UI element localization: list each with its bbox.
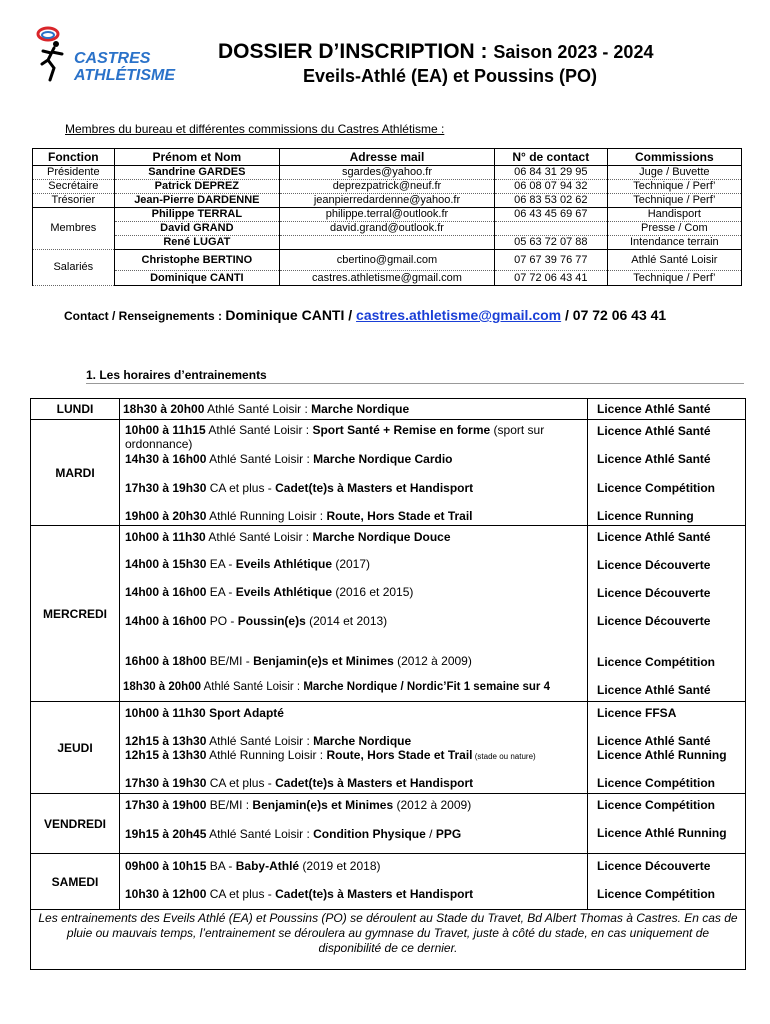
activity-line: 09h00 à 10h15 BA - Baby-Athlé (2019 et 2018) <box>125 859 381 873</box>
activity-line: 16h00 à 18h00 BE/MI - Benjamin(e)s et Minimes (2012 à 2009) <box>125 654 472 668</box>
club-logo <box>30 24 190 94</box>
runner-logo-icon <box>32 24 76 88</box>
page-title <box>218 40 653 64</box>
bureau-table <box>32 148 742 286</box>
email-cell: castres.athletisme@gmail.com <box>280 271 495 286</box>
licence-label: Licence Compétition <box>597 655 716 669</box>
phone-cell: 07 72 06 43 41 <box>494 271 607 286</box>
licence-label: Licence Découverte <box>597 859 711 873</box>
commission-cell: Technique / Perf’ <box>607 271 741 286</box>
activity-line: 12h15 à 13h30 Athlé Running Loisir : Route, Hors Stade et Trail (stade ou nature) <box>125 748 536 762</box>
section-title: 1. Les horaires d’entrainements <box>86 368 267 382</box>
name-cell: Christophe BERTINO <box>114 250 279 271</box>
commission-cell: Technique / Perf’ <box>607 194 741 208</box>
licence-label: Licence Athlé Santé <box>597 452 711 466</box>
activity-line: 18h30 à 20h00 Athlé Santé Loisir : Marche Nordique / Nordic’Fit 1 semaine sur 4 <box>123 681 550 693</box>
activity-line: 14h30 à 16h00 Athlé Santé Loisir : Marche Nordique Cardio <box>125 452 453 466</box>
email-cell: cbertino@gmail.com <box>280 250 495 271</box>
email-cell: sgardes@yahoo.fr <box>280 166 495 180</box>
table-row <box>33 250 742 271</box>
commission-cell: Athlé Santé Loisir <box>607 250 741 271</box>
fonction-cell: Salariés <box>33 250 115 286</box>
table-row <box>33 194 742 208</box>
activity-line: 17h30 à 19h30 CA et plus - Cadet(te)s à Masters et Handisport <box>125 481 474 495</box>
activities-vendredi <box>119 794 588 854</box>
fonction-cell: Présidente <box>33 166 115 180</box>
name-cell: Dominique CANTI <box>114 271 279 286</box>
day-vendredi: VENDREDI <box>31 794 120 854</box>
activity-line: 10h00 à 11h15 Athlé Santé Loisir : Sport Santé + Remise en forme (sport sur ordonnance) <box>125 423 545 451</box>
licences-mardi <box>587 420 745 526</box>
phone-cell: 07 67 39 76 77 <box>494 250 607 271</box>
licence-label: Licence FFSA <box>597 706 677 720</box>
activities-mercredi <box>119 526 588 702</box>
activity-line: 19h15 à 20h45 Athlé Santé Loisir : Condition Physique / PPG <box>125 827 462 841</box>
activity-line: 19h00 à 20h30 Athlé Running Loisir : Route, Hors Stade et Trail <box>125 509 473 523</box>
phone-cell: 05 63 72 07 88 <box>494 236 607 250</box>
schedule-table <box>30 398 746 970</box>
licence-label: Licence Compétition <box>597 798 716 812</box>
logo-line-1: CASTRES <box>74 50 151 67</box>
phone-cell <box>494 222 607 236</box>
fonction-cell: Secrétaire <box>33 180 115 194</box>
contact-email-link[interactable]: castres.athletisme@gmail.com <box>356 307 562 323</box>
contact-separator: / <box>344 307 357 323</box>
table-row <box>33 208 742 222</box>
commission-cell: Presse / Com <box>607 222 741 236</box>
licence-label: Licence Compétition <box>597 887 716 901</box>
day-mardi: MARDI <box>31 420 120 526</box>
licence-label: Licence Athlé Santé <box>597 424 711 438</box>
contact-label: Contact / Renseignements : <box>64 309 226 323</box>
activity-line: 10h00 à 11h30 Athlé Santé Loisir : Marche Nordique Douce <box>125 530 451 544</box>
licence-label: Licence Athlé Santé <box>597 402 711 416</box>
licence-label: Licence Athlé Santé <box>597 683 711 697</box>
activity-line: 14h00 à 15h30 EA - Eveils Athlétique (2017) <box>125 557 371 571</box>
header-commission: Commissions <box>607 149 741 166</box>
commission-cell: Technique / Perf’ <box>607 180 741 194</box>
commission-cell: Juge / Buvette <box>607 166 741 180</box>
licences-jeudi <box>587 702 745 794</box>
phone-cell: 06 84 31 29 95 <box>494 166 607 180</box>
title-main: DOSSIER D’INSCRIPTION : <box>218 40 494 63</box>
activity-line: 14h00 à 16h00 EA - Eveils Athlétique (2016 et 2015) <box>125 585 414 599</box>
table-row <box>33 166 742 180</box>
activity-line: 12h15 à 13h30 Athlé Santé Loisir : Marche Nordique <box>125 734 412 748</box>
day-jeudi: JEUDI <box>31 702 120 794</box>
name-cell: Philippe TERRAL <box>114 208 279 222</box>
activity-line: 10h30 à 12h00 CA et plus - Cadet(te)s à Masters et Handisport <box>125 887 474 901</box>
table-row <box>33 222 742 236</box>
activities-lundi <box>119 399 588 420</box>
activities-jeudi <box>119 702 588 794</box>
activity-line: 17h30 à 19h30 CA et plus - Cadet(te)s à Masters et Handisport <box>125 776 474 790</box>
activity-line: 14h00 à 16h00 PO - Poussin(e)s (2014 et 2013) <box>125 614 388 628</box>
activity-line: 18h30 à 20h00 Athlé Santé Loisir : Marche Nordique <box>123 402 410 416</box>
licence-label: Licence Athlé Santé <box>597 530 711 544</box>
licence-label: Licence Athlé Santé <box>597 734 711 748</box>
page-subtitle: Eveils-Athlé (EA) et Poussins (PO) <box>303 66 598 86</box>
phone-cell: 06 43 45 69 67 <box>494 208 607 222</box>
contact-name: Dominique CANTI <box>225 307 345 323</box>
licence-label: Licence Découverte <box>597 586 711 600</box>
licences-vendredi <box>587 794 745 854</box>
table-row <box>33 271 742 286</box>
activity-line: 17h30 à 19h00 BE/MI : Benjamin(e)s et Minimes (2012 à 2009) <box>125 798 472 812</box>
table-row <box>33 180 742 194</box>
header-nom: Prénom et Nom <box>114 149 279 166</box>
header-email: Adresse mail <box>280 149 495 166</box>
email-cell: deprezpatrick@neuf.fr <box>280 180 495 194</box>
phone-cell: 06 83 53 02 62 <box>494 194 607 208</box>
commission-cell: Intendance terrain <box>607 236 741 250</box>
licence-label: Licence Compétition <box>597 776 716 790</box>
email-cell <box>280 236 495 250</box>
phone-cell: 06 08 07 94 32 <box>494 180 607 194</box>
contact-separator: / <box>561 307 573 323</box>
members-heading: Membres du bureau et différentes commissions du Castres Athlétisme : <box>65 122 445 136</box>
logo-line-2: ATHLÉTISME <box>74 67 176 84</box>
fonction-cell: Membres <box>33 208 115 250</box>
section-divider <box>86 383 744 384</box>
email-cell: david.grand@outlook.fr <box>280 222 495 236</box>
email-cell: philippe.terral@outlook.fr <box>280 208 495 222</box>
venue-note: Les entrainements des Eveils Athlé (EA) et Poussins (PO) se déroulent au Stade du Travet, Bd Albert Thomas à Castres. En cas de pluie ou mauvais temps, l’entrainement se déroulera au gymnase du Travet, juste à côté du stade, en cas uniquement de disponibilité de ce dernier. <box>38 911 738 955</box>
table-row <box>33 236 742 250</box>
licence-label: Licence Athlé Running <box>597 826 727 840</box>
activity-line: 10h00 à 11h30 Sport Adapté <box>125 706 284 720</box>
licence-label: Licence Découverte <box>597 614 711 628</box>
licences-mercredi <box>587 526 745 702</box>
contact-phone: 07 72 06 43 41 <box>572 307 667 323</box>
licences-lundi <box>587 399 745 420</box>
licence-label: Licence Compétition <box>597 481 716 495</box>
licence-label: Licence Athlé Running <box>597 748 727 762</box>
day-mercredi: MERCREDI <box>31 526 120 702</box>
fonction-cell: Trésorier <box>33 194 115 208</box>
name-cell: Jean-Pierre DARDENNE <box>114 194 279 208</box>
name-cell: Patrick DEPREZ <box>114 180 279 194</box>
email-cell: jeanpierredardenne@yahoo.fr <box>280 194 495 208</box>
bureau-header-row <box>33 149 742 166</box>
licence-label: Licence Running <box>597 509 694 523</box>
name-cell: David GRAND <box>114 222 279 236</box>
header-fonction: Fonction <box>33 149 115 166</box>
title-season: Saison 2023 - 2024 <box>493 42 654 62</box>
licence-label: Licence Découverte <box>597 558 711 572</box>
activities-samedi <box>119 854 588 910</box>
commission-cell: Handisport <box>607 208 741 222</box>
licences-samedi <box>587 854 745 910</box>
contact-line <box>64 307 666 323</box>
name-cell: Sandrine GARDES <box>114 166 279 180</box>
header-tel: N° de contact <box>494 149 607 166</box>
day-lundi: LUNDI <box>31 399 120 420</box>
name-cell: René LUGAT <box>114 236 279 250</box>
day-samedi: SAMEDI <box>31 854 120 910</box>
activities-mardi <box>119 420 588 526</box>
